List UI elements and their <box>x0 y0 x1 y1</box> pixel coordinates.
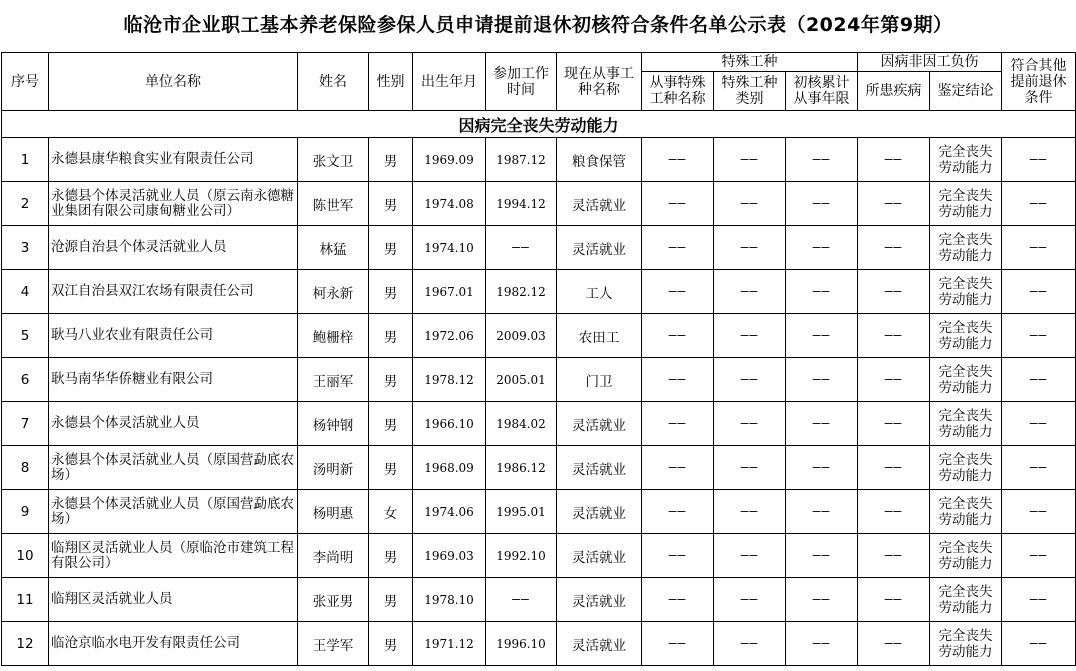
cell-special-years: —— <box>786 622 858 666</box>
table-row <box>2 226 1076 270</box>
cell-illness: —— <box>858 622 930 666</box>
cell-seq: 5 <box>2 314 49 358</box>
cell-birth: 1974.06 <box>413 490 486 534</box>
cell-conclusion: 完全丧失劳动能力 <box>930 270 1002 314</box>
cell-special-category: —— <box>714 490 786 534</box>
header-special-name: 从事特殊工种名称 <box>642 72 714 111</box>
cell-birth: 1969.09 <box>413 138 486 182</box>
cell-unit: 耿马南华华侨糖业有限公司 <box>49 358 298 402</box>
cell-work-start: 1986.12 <box>486 446 557 490</box>
cell-seq: 4 <box>2 270 49 314</box>
cell-special-category: —— <box>714 270 786 314</box>
table-row <box>2 578 1076 622</box>
cell-illness: —— <box>858 578 930 622</box>
cell-special-category: —— <box>714 358 786 402</box>
table-row <box>2 534 1076 578</box>
cell-seq: 8 <box>2 446 49 490</box>
cell-seq: 11 <box>2 578 49 622</box>
cell-seq: 9 <box>2 490 49 534</box>
cell-work-start: 1987.12 <box>486 138 557 182</box>
cell-other: —— <box>1002 578 1076 622</box>
cell-conclusion: 完全丧失劳动能力 <box>930 446 1002 490</box>
cell-seq: 10 <box>2 534 49 578</box>
cell-other: —— <box>1002 446 1076 490</box>
header-unit: 单位名称 <box>49 53 298 111</box>
cell-special-category: —— <box>714 226 786 270</box>
cell-special-name: —— <box>642 270 714 314</box>
header-name: 姓名 <box>298 53 369 111</box>
cell-unit: 临翔区灵活就业人员（原临沧市建筑工程有限公司） <box>49 534 298 578</box>
cell-special-years: —— <box>786 446 858 490</box>
cell-name: 林猛 <box>298 226 369 270</box>
cell-other: —— <box>1002 534 1076 578</box>
page-title: 临沧市企业职工基本养老保险参保人员申请提前退休初核符合条件名单公示表（2024年第9期） <box>123 14 953 36</box>
cell-birth: 1969.03 <box>413 534 486 578</box>
cell-unit: 耿马八业农业有限责任公司 <box>49 314 298 358</box>
cell-illness: —— <box>858 534 930 578</box>
cell-illness: —— <box>858 446 930 490</box>
cell-special-years: —— <box>786 182 858 226</box>
cell-birth: 1972.06 <box>413 314 486 358</box>
cell-special-years: —— <box>786 578 858 622</box>
cell-work-start: 1994.12 <box>486 182 557 226</box>
cell-special-category: —— <box>714 138 786 182</box>
cell-unit: 永德县个体灵活就业人员（原云南永德糖业集团有限公司康甸糖业公司） <box>49 182 298 226</box>
cell-job: 灵活就业 <box>557 446 642 490</box>
header-gender: 性别 <box>369 53 413 111</box>
cell-seq: 2 <box>2 182 49 226</box>
header-illness: 所患疾病 <box>858 72 930 111</box>
cell-special-years: —— <box>786 534 858 578</box>
cell-birth: 1968.09 <box>413 446 486 490</box>
cell-conclusion: 完全丧失劳动能力 <box>930 226 1002 270</box>
cell-gender: 男 <box>369 314 413 358</box>
table-row <box>2 314 1076 358</box>
table-row <box>2 446 1076 490</box>
cell-other: —— <box>1002 622 1076 666</box>
cell-special-name: —— <box>642 358 714 402</box>
cell-conclusion: 完全丧失劳动能力 <box>930 358 1002 402</box>
cell-gender: 男 <box>369 534 413 578</box>
cell-conclusion: 完全丧失劳动能力 <box>930 622 1002 666</box>
cell-name: 王学军 <box>298 622 369 666</box>
cell-special-years: —— <box>786 226 858 270</box>
cell-work-start: —— <box>486 226 557 270</box>
cell-work-start: 1996.10 <box>486 622 557 666</box>
cell-gender: 男 <box>369 446 413 490</box>
cell-work-start: 2005.01 <box>486 358 557 402</box>
cell-work-start: —— <box>486 578 557 622</box>
cell-other: —— <box>1002 226 1076 270</box>
cell-special-name: —— <box>642 446 714 490</box>
cell-unit: 永德县康华粮食实业有限责任公司 <box>49 138 298 182</box>
retirement-list-table <box>1 52 1076 666</box>
cell-illness: —— <box>858 226 930 270</box>
cell-other: —— <box>1002 182 1076 226</box>
cell-seq: 3 <box>2 226 49 270</box>
cell-conclusion: 完全丧失劳动能力 <box>930 578 1002 622</box>
cell-illness: —— <box>858 182 930 226</box>
cell-special-years: —— <box>786 270 858 314</box>
cell-special-name: —— <box>642 182 714 226</box>
cell-gender: 女 <box>369 490 413 534</box>
cell-birth: 1974.10 <box>413 226 486 270</box>
cell-special-years: —— <box>786 490 858 534</box>
cell-seq: 12 <box>2 622 49 666</box>
cell-name: 汤明新 <box>298 446 369 490</box>
cell-gender: 男 <box>369 182 413 226</box>
cell-other: —— <box>1002 270 1076 314</box>
cell-special-category: —— <box>714 446 786 490</box>
cell-birth: 1978.10 <box>413 578 486 622</box>
cell-special-name: —— <box>642 622 714 666</box>
cell-other: —— <box>1002 358 1076 402</box>
cell-special-years: —— <box>786 402 858 446</box>
cell-other: —— <box>1002 314 1076 358</box>
cell-gender: 男 <box>369 138 413 182</box>
cell-illness: —— <box>858 490 930 534</box>
cell-gender: 男 <box>369 578 413 622</box>
cell-job: 农田工 <box>557 314 642 358</box>
cell-job: 灵活就业 <box>557 578 642 622</box>
header-seq: 序号 <box>2 53 49 111</box>
cell-seq: 7 <box>2 402 49 446</box>
cell-special-category: —— <box>714 314 786 358</box>
cell-special-category: —— <box>714 402 786 446</box>
cell-seq: 1 <box>2 138 49 182</box>
header-work-start: 参加工作时间 <box>486 53 557 111</box>
cell-name: 李尚明 <box>298 534 369 578</box>
cell-name: 杨钟钢 <box>298 402 369 446</box>
cell-work-start: 1992.10 <box>486 534 557 578</box>
table-row <box>2 270 1076 314</box>
cell-special-category: —— <box>714 578 786 622</box>
cell-special-name: —— <box>642 226 714 270</box>
cell-name: 柯永新 <box>298 270 369 314</box>
cell-conclusion: 完全丧失劳动能力 <box>930 138 1002 182</box>
header-conclusion: 鉴定结论 <box>930 72 1002 111</box>
cell-unit: 临沧京临水电开发有限责任公司 <box>49 622 298 666</box>
header-illness-group: 因病非因工负伤 <box>858 53 1002 72</box>
table-row <box>2 138 1076 182</box>
cell-conclusion: 完全丧失劳动能力 <box>930 534 1002 578</box>
cell-seq: 6 <box>2 358 49 402</box>
cell-special-name: —— <box>642 490 714 534</box>
cell-gender: 男 <box>369 270 413 314</box>
cell-job: 工人 <box>557 270 642 314</box>
header-birth: 出生年月 <box>413 53 486 111</box>
cell-gender: 男 <box>369 358 413 402</box>
cell-unit: 永德县个体灵活就业人员（原国营勐底农场） <box>49 490 298 534</box>
cell-name: 陈世军 <box>298 182 369 226</box>
header-special-years: 初核累计从事年限 <box>786 72 858 111</box>
cell-conclusion: 完全丧失劳动能力 <box>930 314 1002 358</box>
cell-conclusion: 完全丧失劳动能力 <box>930 402 1002 446</box>
cell-unit: 双江自治县双江农场有限责任公司 <box>49 270 298 314</box>
cell-illness: —— <box>858 358 930 402</box>
cell-unit: 永德县个体灵活就业人员 <box>49 402 298 446</box>
table-row <box>2 402 1076 446</box>
cell-conclusion: 完全丧失劳动能力 <box>930 490 1002 534</box>
table-row <box>2 622 1076 666</box>
cell-special-name: —— <box>642 402 714 446</box>
header-current-job: 现在从事工种名称 <box>557 53 642 111</box>
cell-name: 王丽军 <box>298 358 369 402</box>
cell-birth: 1967.01 <box>413 270 486 314</box>
cell-job: 粮食保管 <box>557 138 642 182</box>
header-special-category: 特殊工种类别 <box>714 72 786 111</box>
table-row <box>2 182 1076 226</box>
cell-work-start: 1995.01 <box>486 490 557 534</box>
cell-job: 灵活就业 <box>557 622 642 666</box>
cell-job: 灵活就业 <box>557 402 642 446</box>
cell-special-name: —— <box>642 314 714 358</box>
cell-special-name: —— <box>642 578 714 622</box>
cell-name: 鲍栅梓 <box>298 314 369 358</box>
cell-job: 灵活就业 <box>557 182 642 226</box>
table-row <box>2 490 1076 534</box>
cell-special-years: —— <box>786 138 858 182</box>
cell-illness: —— <box>858 138 930 182</box>
table-row <box>2 358 1076 402</box>
cell-birth: 1978.12 <box>413 358 486 402</box>
cell-special-years: —— <box>786 314 858 358</box>
cell-work-start: 1982.12 <box>486 270 557 314</box>
cell-illness: —— <box>858 402 930 446</box>
cell-gender: 男 <box>369 402 413 446</box>
header-other: 符合其他提前退休条件 <box>1002 53 1076 111</box>
cell-name: 杨明惠 <box>298 490 369 534</box>
cell-illness: —— <box>858 314 930 358</box>
cell-special-category: —— <box>714 534 786 578</box>
cell-unit: 永德县个体灵活就业人员（原国营勐底农场） <box>49 446 298 490</box>
section-title: 因病完全丧失劳动能力 <box>2 111 1076 138</box>
cell-illness: —— <box>858 270 930 314</box>
cell-gender: 男 <box>369 226 413 270</box>
cell-job: 门卫 <box>557 358 642 402</box>
header-special-group: 特殊工种 <box>642 53 858 72</box>
cell-work-start: 2009.03 <box>486 314 557 358</box>
cell-birth: 1971.12 <box>413 622 486 666</box>
cell-gender: 男 <box>369 622 413 666</box>
cell-other: —— <box>1002 402 1076 446</box>
cell-job: 灵活就业 <box>557 226 642 270</box>
cell-special-name: —— <box>642 138 714 182</box>
cell-other: —— <box>1002 138 1076 182</box>
cell-name: 张文卫 <box>298 138 369 182</box>
cell-birth: 1966.10 <box>413 402 486 446</box>
cell-name: 张亚男 <box>298 578 369 622</box>
cell-birth: 1974.08 <box>413 182 486 226</box>
cell-work-start: 1984.02 <box>486 402 557 446</box>
cell-job: 灵活就业 <box>557 490 642 534</box>
cell-special-category: —— <box>714 622 786 666</box>
cell-conclusion: 完全丧失劳动能力 <box>930 182 1002 226</box>
cell-unit: 临翔区灵活就业人员 <box>49 578 298 622</box>
cell-special-years: —— <box>786 358 858 402</box>
cell-unit: 沧源自治县个体灵活就业人员 <box>49 226 298 270</box>
cell-special-name: —— <box>642 534 714 578</box>
cell-job: 灵活就业 <box>557 534 642 578</box>
cell-other: —— <box>1002 490 1076 534</box>
cell-special-category: —— <box>714 182 786 226</box>
